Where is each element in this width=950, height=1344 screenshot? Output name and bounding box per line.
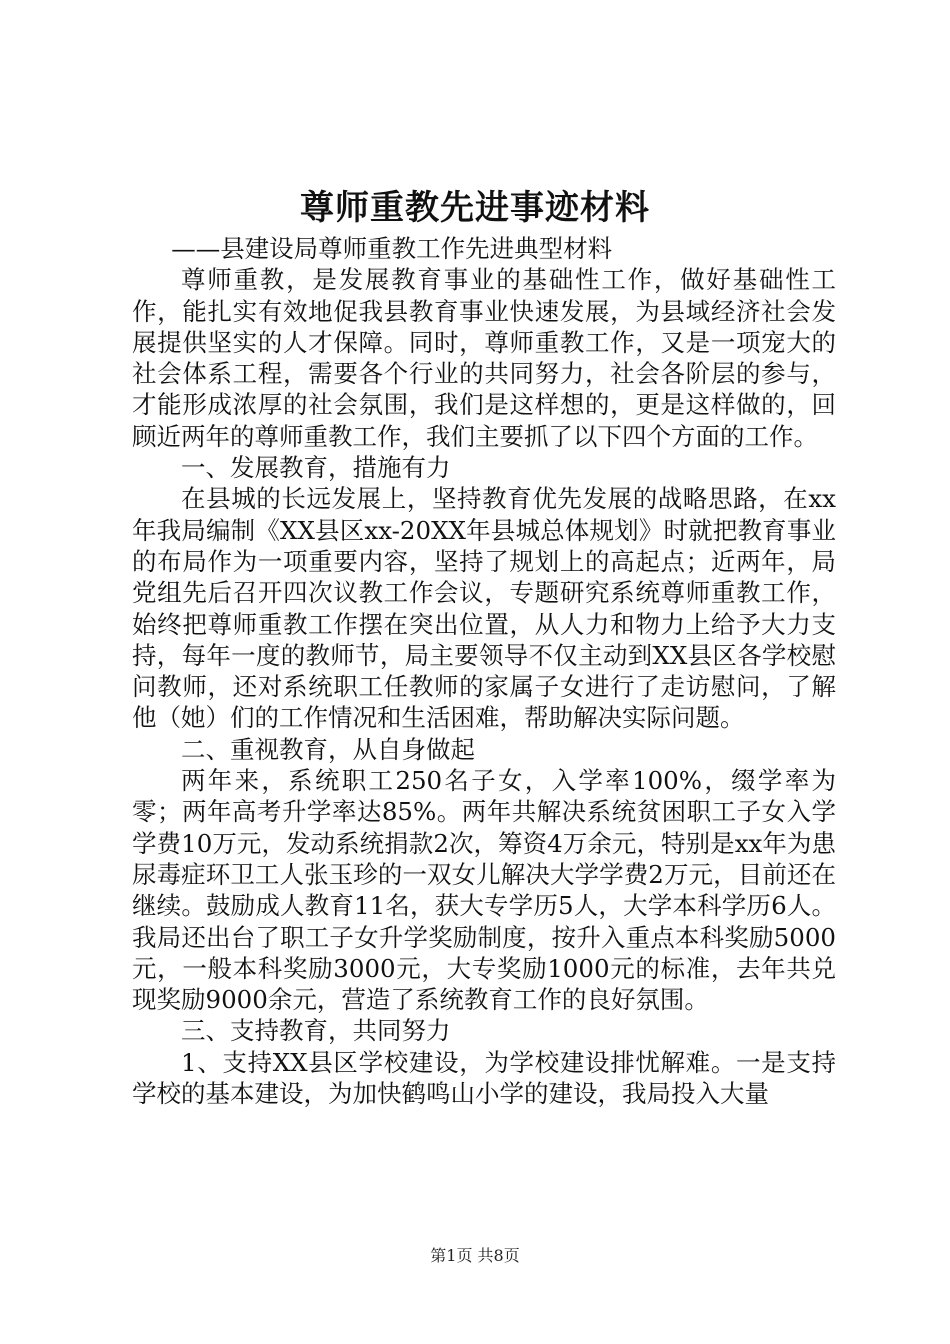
paragraph-section-2: 两年来，系统职工250名子女，入学率100%，缀学率为零；两年高考升学率达85%。两年共解决系统贫困职工子女入学学费10万元，发动系统捐款2次，筹资4万余元，特别是xx年为患尿毒症环卫工人张玉珍的一双女儿解决大学学费2万元，目前还在继续。鼓励成人教育11名，获大专学历5人，大学本科学历6人。我局还出台了职工子女升学奖励制度，按升入重点本科奖励5000元，一般本科奖励3000元，大专奖励1000元的标准，去年共兑现奖励9000余元，营造了系统教育工作的良好氛围。: [132, 766, 836, 1015]
section-heading-3: 三、支持教育，共同努力: [181, 1016, 451, 1046]
page-number-footer: 第1页 共8页: [430, 1246, 520, 1265]
document-body: [132, 233, 836, 1109]
paragraph-intro: 尊师重教，是发展教育事业的基础性工作，做好基础性工作，能扎实有效地促我县教育事业快速发展，为县域经济社会发展提供坚实的人才保障。同时，尊师重教工作，又是一项宠大的社会体系工程，需要各个行业的共同努力，社会各阶层的参与，才能形成浓厚的社会氛围，我们是这样想的，更是这样做的，回顾近两年的尊师重教工作，我们主要抓了以下四个方面的工作。: [132, 265, 836, 451]
document-subtitle: ——县建设局尊师重教工作先进典型材料: [171, 234, 613, 263]
document-title: 尊师重教先进事迹材料: [300, 188, 650, 228]
section-heading-2: 二、重视教育，从自身做起: [181, 734, 475, 764]
paragraph-section-3: 1、支持XX县区学校建设，为学校建设排忧解难。一是支持学校的基本建设，为加快鹤鸣山小学的建设，我局投入大量: [132, 1047, 836, 1109]
section-heading-1: 一、发展教育，措施有力: [181, 453, 451, 483]
paragraph-section-1: 在县城的长远发展上，坚持教育优先发展的战略思路，在xx年我局编制《XX县区xx-20XX年县城总体规划》时就把教育事业的布局作为一项重要内容，坚持了规划上的高起点；近两年，局党组先后召开四次议教工作会议，专题研究系统尊师重教工作，始终把尊师重教工作摆在突出位置，从人力和物力上给予大力支持，每年一度的教师节，局主要领导不仅主动到XX县区各学校慰问教师，还对系统职工任教师的家属子女进行了走访慰问，了解他（她）们的工作情况和生活困难，帮助解决实际问题。: [132, 484, 836, 733]
